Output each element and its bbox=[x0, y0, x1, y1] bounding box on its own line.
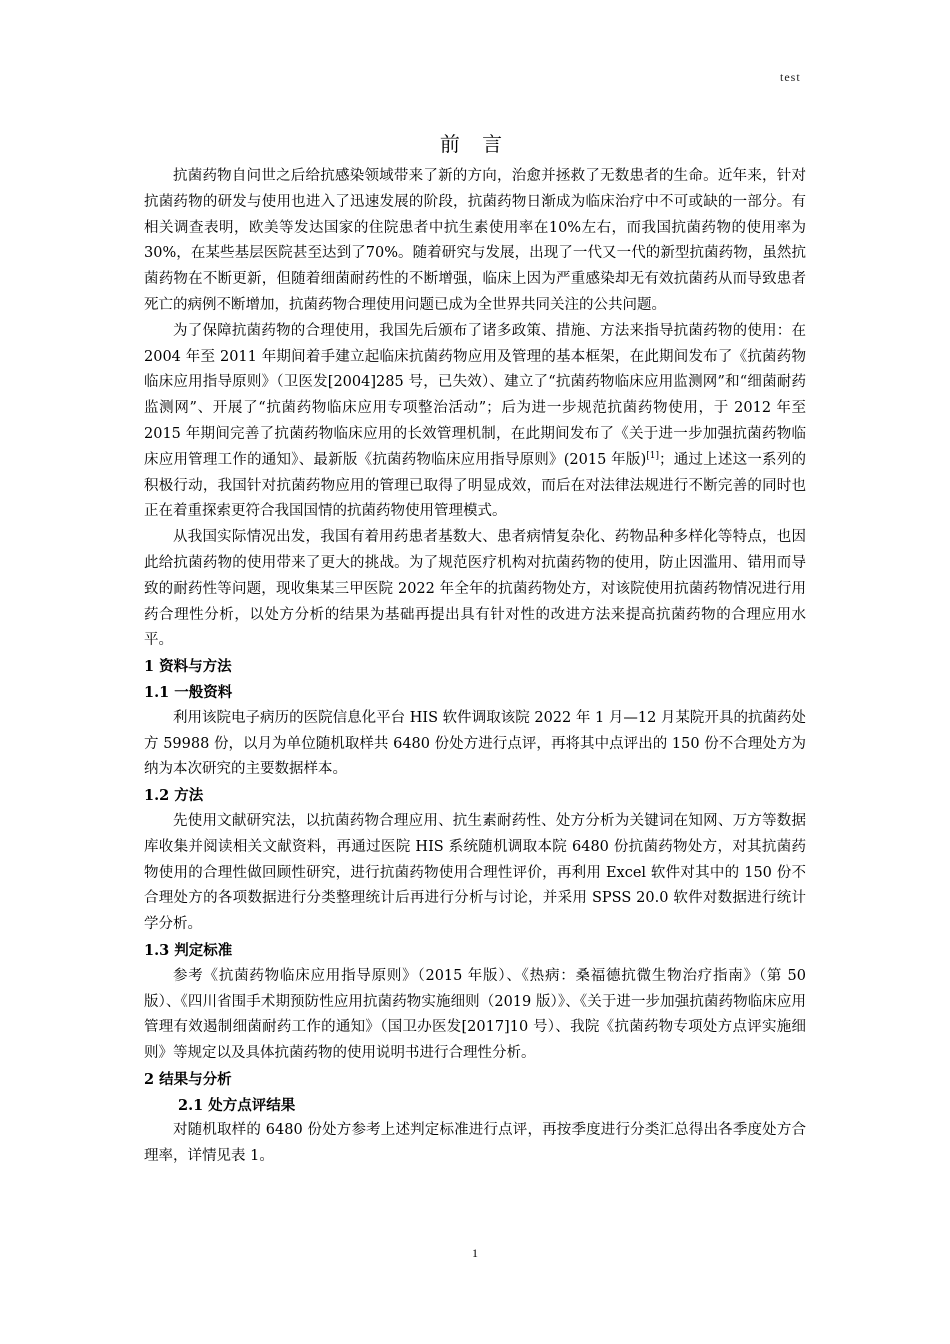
section-heading: 1 资料与方法 bbox=[144, 658, 232, 676]
paragraph: 先使用文献研究法，以抗菌药物合理应用、抗生素耐药性、处方分析为关键词在知网、万方等数据库收集并阅读相关文献资料，再通过医院 HIS 系统随机调取本院 6480 份抗菌药物处方，对其抗菌药物使用的合理性做回顾性研究，进行抗菌药物使用合理性评价，再利用 Excel 软件对其中的 150 份不合理处方的各项数据进行分类整理统计后再进行分析与讨论，并采用 SPSS 20.0 软件对数据进行统计学分析。 bbox=[144, 812, 806, 933]
paragraph: 参考《抗菌药物临床应用指导原则》（2015 年版）、《热病：桑福德抗微生物治疗指南》（第 50 版）、《四川省围手术期预防性应用抗菌药物实施细则（2019 版）》、《关于进一步加强抗菌药物临床应用管理有效遏制细菌耐药工作的通知》（国卫办医发[2017]10 号）、我院《抗菌药物专项处方点评实施细则》等规定以及具体抗菌药物的使用说明书进行合理性分析。 bbox=[144, 967, 806, 1062]
paragraph: 从我国实际情况出发，我国有着用药患者基数大、患者病情复杂化、药物品种多样化等特点，也因此给抗菌药物的使用带来了更大的挑战。为了规范医疗机构对抗菌药物的使用，防止因滥用、错用而导致的耐药性等问题，现收集某三甲医院 2022 年全年的抗菌药物处方，对该院使用抗菌药物情况进行用药合理性分析，以处方分析的结果为基础再提出具有针对性的改进方法来提高抗菌药物的合理应用水平。 bbox=[144, 529, 806, 649]
citation-marker: [1] bbox=[646, 450, 659, 461]
paragraph: 利用该院电子病历的医院信息化平台 HIS 软件调取该院 2022 年 1 月—12 月某院开具的抗菌药处方 59988 份，以月为单位随机取样共 6480 份处方进行点评，再将其中点评出的 150 份不合理处方为纳为本次研究的主要数据样本。 bbox=[144, 709, 806, 778]
subsection-heading: 1.3 判定标准 bbox=[144, 941, 233, 959]
page-number: 1 bbox=[472, 1246, 478, 1260]
subsection-heading: 1.1 一般资料 bbox=[144, 683, 233, 701]
page-header: test bbox=[780, 70, 801, 84]
subsection-heading: 2.1 处方点评结果 bbox=[178, 1096, 296, 1114]
subsection-heading: 1.2 方法 bbox=[144, 787, 204, 805]
section-heading: 2 结果与分析 bbox=[144, 1070, 232, 1088]
paragraph bbox=[144, 319, 806, 525]
document-body bbox=[144, 164, 806, 1170]
paragraph-text: ；通过上述这一系列的积极行动，我国针对抗菌药物应用的管理已取得了明显成效，而后在对法律法规进行不断完善的同时也正在着重探索更符合我国国情的抗菌药物使用管理模式。 bbox=[144, 451, 806, 520]
paragraph: 对随机取样的 6480 份处方参考上述判定标准进行点评，再按季度进行分类汇总得出各季度处方合理率，详情见表 1。 bbox=[144, 1122, 806, 1165]
paragraph: 抗菌药物自问世之后给抗感染领域带来了新的方向，治愈并拯救了无数患者的生命。近年来，针对抗菌药物的研发与使用也进入了迅速发展的阶段，抗菌药物日渐成为临床治疗中不可或缺的一部分。有相关调查表明，欧美等发达国家的住院患者中抗生素使用率在10%左右，而我国抗菌药物的使用率为30%，在某些基层医院甚至达到了70%。随着研究与发展，出现了一代又一代的新型抗菌药物，虽然抗菌药物在不断更新，但随着细菌耐药性的不断增强，临床上因为严重感染却无有效抗菌药从而导致患者死亡的病例不断增加，抗菌药物合理使用问题已成为全世界共同关注的公共问题。 bbox=[144, 168, 806, 313]
page-title: 前 言 bbox=[439, 132, 511, 156]
paragraph-text: 为了保障抗菌药物的合理使用，我国先后颁布了诸多政策、措施、方法来指导抗菌药物的使用：在 2004 年至 2011 年期间着手建立起临床抗菌药物应用及管理的基本框架，在此期间发布了《抗菌药物临床应用指导原则》（卫医发[2004]285 号，已失效）、建立了“抗菌药物临床应用监测网”和“细菌耐药监测网”、开展了“抗菌药物临床应用专项整治活动”；后为进一步规范抗菌药物使用，于 2012 年至 2015 年期间完善了抗菌药物临床应用的长效管理机制，在此期间发布了《关于进一步加强抗菌药物临床应用管理工作的通知》、最新版《抗菌药物临床应用指导原则》(2015 年版) bbox=[144, 322, 806, 468]
